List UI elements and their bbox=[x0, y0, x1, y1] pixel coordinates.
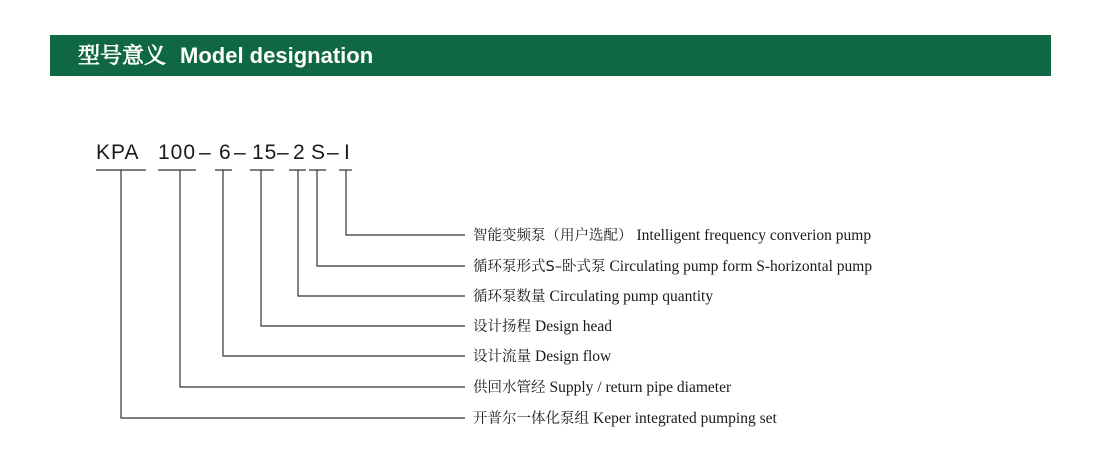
code-pipe: 15 bbox=[252, 141, 278, 164]
code-dash-1: – bbox=[199, 141, 212, 164]
label-en: Supply / return pipe diameter bbox=[549, 379, 732, 396]
leader-qty bbox=[298, 170, 465, 296]
label-en: Circulating pump quantity bbox=[549, 288, 714, 305]
label-en: Keper integrated pumping set bbox=[593, 410, 777, 427]
leader-flow bbox=[223, 170, 465, 356]
code-inverter: I bbox=[344, 141, 351, 164]
label-cn: 设计流量 bbox=[473, 349, 531, 365]
leader-form bbox=[317, 170, 465, 266]
label-en: Design flow bbox=[535, 348, 612, 365]
code-dash-4: – bbox=[327, 141, 340, 164]
label-cn: 设计扬程 bbox=[473, 319, 531, 335]
label-pump-quantity bbox=[473, 285, 713, 307]
label-cn: 循环泵数量 bbox=[473, 289, 546, 305]
leader-inverter bbox=[346, 170, 465, 235]
code-qty: 2 bbox=[293, 141, 306, 164]
label-cn: 智能变频泵（用户选配） bbox=[473, 228, 633, 244]
code-head: 6 bbox=[219, 141, 232, 164]
label-design-head bbox=[473, 315, 612, 337]
code-dash-3: – bbox=[277, 141, 290, 164]
code-kpa: KPA bbox=[96, 141, 140, 164]
label-pumping-set bbox=[473, 407, 777, 429]
label-en: Intelligent frequency converion pump bbox=[636, 227, 872, 244]
label-cn: 供回水管经 bbox=[473, 380, 546, 396]
label-pipe-diameter bbox=[473, 376, 731, 398]
leader-kpa bbox=[121, 170, 465, 418]
code-form: S bbox=[311, 141, 327, 164]
label-cn: 循环泵形式S–卧式泵 bbox=[473, 259, 606, 275]
section-title-en: Model designation bbox=[180, 43, 374, 68]
label-inverter-pump bbox=[473, 224, 871, 246]
label-design-flow bbox=[473, 345, 611, 367]
code-flow: 100 bbox=[158, 141, 197, 164]
section-title-cn: 型号意义 bbox=[78, 44, 167, 69]
leader-head bbox=[261, 170, 465, 326]
code-dash-2: – bbox=[234, 141, 247, 164]
label-pump-form bbox=[473, 255, 872, 277]
label-cn: 开普尔一体化泵组 bbox=[473, 411, 589, 427]
label-en: Design head bbox=[535, 318, 613, 335]
label-en: Circulating pump form S-horizontal pump bbox=[609, 258, 873, 275]
